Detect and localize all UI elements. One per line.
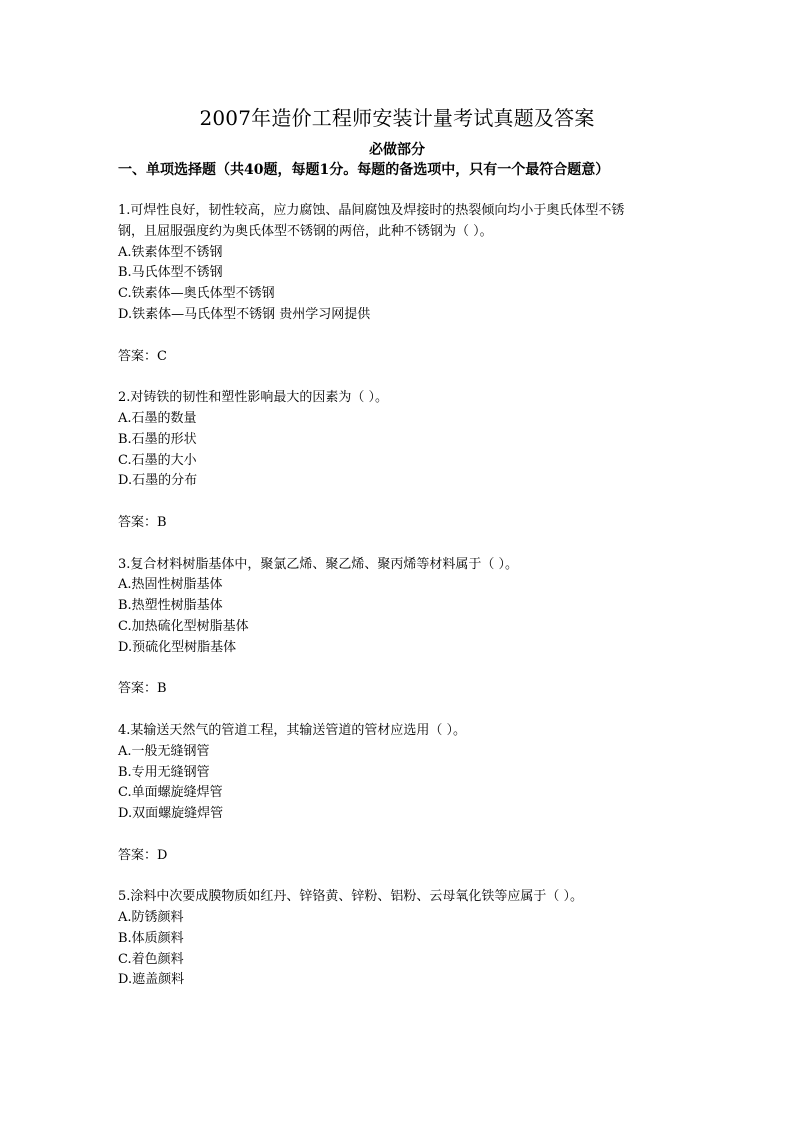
option-d: D.石墨的分布 — [118, 473, 198, 489]
option-b: B.马氏体型不锈钢 — [118, 265, 223, 281]
answer-line: 答案：B — [118, 514, 167, 530]
question-list — [118, 201, 678, 991]
question-stem-line: 钢，且屈服强度约为奥氏体型不锈钢的两倍，此种不锈钢为（ ）。 — [118, 223, 493, 239]
question-block — [118, 721, 678, 867]
option-d: D.铁素体—马氏体型不锈钢 贵州学习网提供 — [118, 306, 371, 322]
option-c: C.石墨的大小 — [118, 452, 197, 468]
option-c: C.单面螺旋缝焊管 — [118, 785, 223, 801]
answer-line: 答案：B — [118, 681, 167, 697]
option-d: D.预硫化型树脂基体 — [118, 639, 237, 655]
question-block — [118, 555, 678, 701]
document-title: 2007年造价工程师安装计量考试真题及答案 — [199, 106, 595, 130]
option-a: A.防锈颜料 — [118, 910, 184, 926]
option-b: B.热塑性树脂基体 — [118, 598, 223, 614]
option-c: C.铁素体—奥氏体型不锈钢 — [118, 286, 275, 302]
answer-line: 答案：C — [118, 348, 167, 364]
option-b: B.体质颜料 — [118, 930, 184, 946]
question-stem-line: 4.某输送天然气的管道工程，其输送管道的管材应选用（ ）。 — [118, 722, 467, 738]
option-b: B.专用无缝钢管 — [118, 764, 210, 780]
answer-line: 答案：D — [118, 847, 168, 863]
question-stem-line: 5.涂料中次要成膜物质如红丹、锌铬黄、锌粉、铝粉、云母氧化铁等应属于（ ）。 — [118, 889, 584, 905]
question-stem-line: 2.对铸铁的韧性和塑性影响最大的因素为（ ）。 — [118, 390, 389, 406]
document-subtitle: 必做部分 — [369, 142, 425, 158]
option-a: A.一般无缝钢管 — [118, 743, 210, 759]
option-a: A.石墨的数量 — [118, 410, 197, 426]
option-d: D.遮盖颜料 — [118, 972, 185, 988]
option-b: B.石墨的形状 — [118, 431, 197, 447]
option-c: C.着色颜料 — [118, 951, 184, 967]
question-block — [118, 388, 678, 534]
question-block — [118, 201, 678, 367]
question-stem-line: 1.可焊性良好，韧性较高，应力腐蚀、晶间腐蚀及焊接时的热裂倾向均小于奥氏体型不锈 — [118, 203, 625, 218]
question-block — [118, 887, 678, 991]
section-heading: 一、单项选择题（共40题，每题1分。每题的备选项中，只有一个最符合题意） — [118, 162, 610, 178]
option-a: A.铁素体型不锈钢 — [118, 244, 223, 260]
option-a: A.热固性树脂基体 — [118, 577, 223, 593]
question-stem-line: 3.复合材料树脂基体中，聚氯乙烯、聚乙烯、聚丙烯等材料属于（ ）。 — [118, 556, 519, 572]
option-c: C.加热硫化型树脂基体 — [118, 618, 249, 634]
option-d: D.双面螺旋缝焊管 — [118, 806, 224, 822]
